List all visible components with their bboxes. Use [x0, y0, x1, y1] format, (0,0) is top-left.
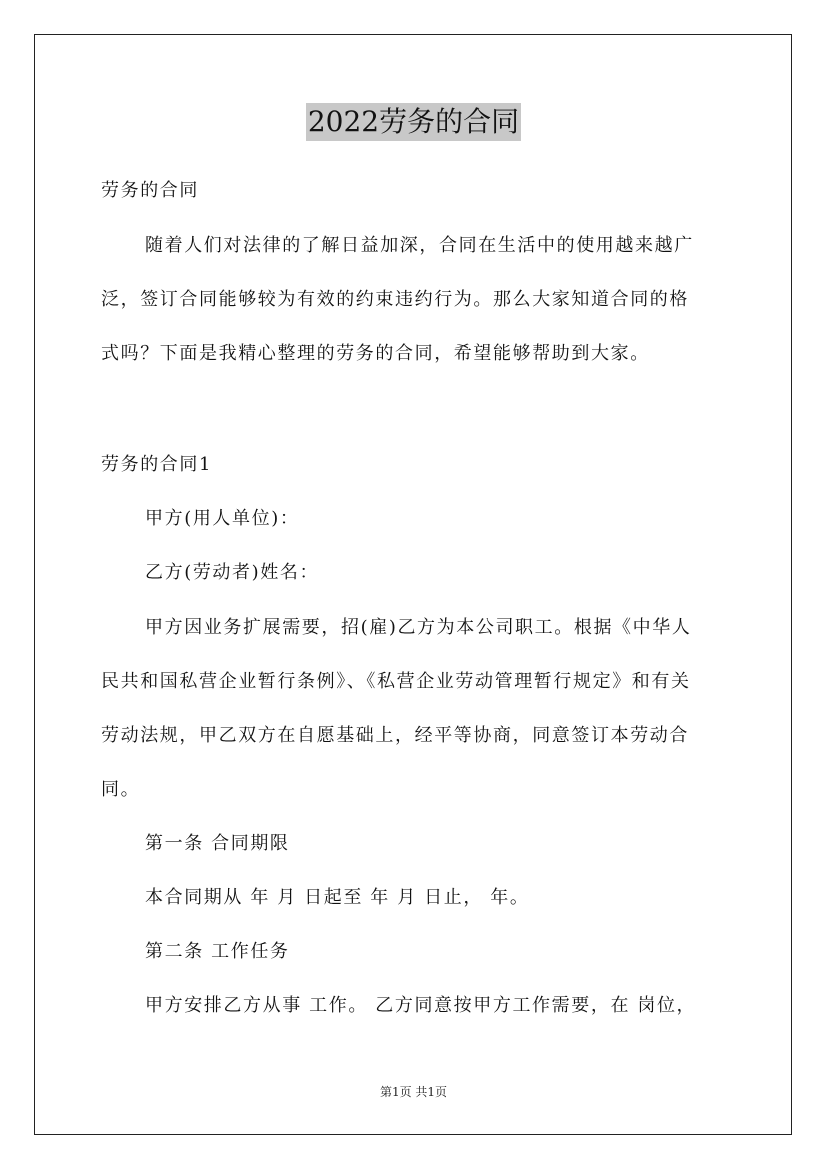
- paragraph-line-3: 劳动法规，甲乙双方在自愿基础上，经平等协商，同意签订本劳动合: [101, 725, 689, 746]
- paragraph-line-4: 同。: [101, 779, 141, 800]
- paragraph-line-2: 民共和国私营企业暂行条例》、《私营企业劳动管理暂行规定》和有关: [101, 671, 691, 692]
- party-b-line: 乙方(劳动者)姓名：: [145, 562, 320, 583]
- title-container: [0, 103, 827, 141]
- document-title: 2022劳务的合同: [306, 103, 521, 141]
- paragraph-line-1: 甲方因业务扩展需要，招(雇)乙方为本公司职工。根据《中华人: [145, 617, 692, 638]
- party-a-line: 甲方(用人单位)：: [145, 508, 300, 529]
- article-2-heading: 第二条 工作任务: [145, 941, 290, 962]
- intro-line-2: 泛，签订合同能够较为有效的约束违约行为。那么大家知道合同的格: [101, 289, 689, 310]
- contract-heading: 劳务的合同1: [101, 454, 213, 475]
- article-2-text: 甲方安排乙方从事 工作。 乙方同意按甲方工作需要，在 岗位，: [145, 995, 697, 1016]
- section-heading: 劳务的合同: [101, 180, 199, 201]
- intro-line-1: 随着人们对法律的了解日益加深，合同在生活中的使用越来越广: [145, 235, 694, 256]
- article-1-heading: 第一条 合同期限: [145, 833, 290, 854]
- intro-line-3: 式吗？下面是我精心整理的劳务的合同，希望能够帮助到大家。: [101, 343, 650, 364]
- page-footer: 第1页 共1页: [379, 1085, 448, 1099]
- article-1-text: 本合同期从 年 月 日起至 年 月 日止， 年。: [145, 887, 530, 908]
